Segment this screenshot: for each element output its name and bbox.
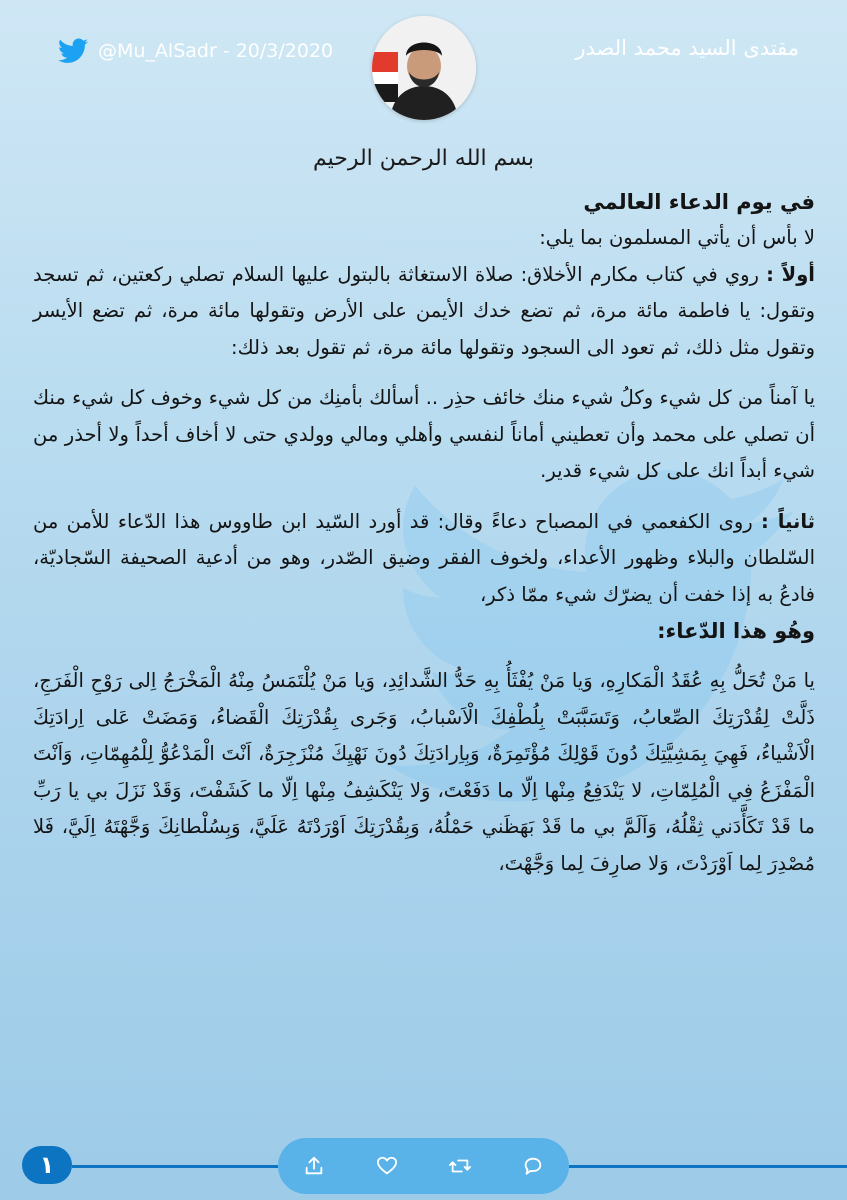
basmala: بسم الله الرحمن الرحيم <box>312 146 535 171</box>
footer-line-left <box>72 1165 278 1168</box>
tweet-action-bar <box>278 1138 569 1194</box>
avatar <box>372 16 476 120</box>
footer-line-right <box>569 1165 847 1168</box>
author-name[interactable]: مقتدى السيد محمد الصدر <box>575 36 799 60</box>
twitter-bird-icon <box>58 38 88 64</box>
avatar-portrait-icon <box>372 16 476 120</box>
first-paragraph <box>33 257 815 367</box>
page-number-badge: ١ <box>22 1146 72 1184</box>
first-text: روي في كتاب مكارم الأخلاق: صلاة الاستغاثة بالبتول عليها السلام تصلي ركعتين، ثم تسجد وتقول: يا فاطمة مائة مرة، ثم تضع خدك الأيمن على الأرض وتقولها مائة مرة، ثم تضع الأيسر وتقول مثل ذلك، ثم تعود الى السجود وتقولها مائة مرة، ثم تقول بعد ذلك: <box>33 262 815 359</box>
first-label: أولاً : <box>766 262 815 286</box>
second-label: ثانياً : <box>761 509 816 533</box>
heart-icon[interactable] <box>374 1153 400 1179</box>
share-icon[interactable] <box>301 1153 327 1179</box>
second-text: روى الكفعمي في المصباح دعاءً وقال: قد أورد السّيد ابن طاووس هذا الدّعاء للأمن من السّلطان والبلاء وظهور الأعداء، ولخوف الفقر وضيق الصّدر، وهو من أدعية الصحيفة السّجاديّة، فادعُ به إذا خفت أن يضرّك شيء ممّا ذكر، <box>33 509 815 606</box>
handle-group <box>58 36 333 66</box>
title: في يوم الدعاء العالمي <box>583 190 815 214</box>
first-prayer: يا آمناً من كل شيء وكلُ شيء منك خائف حذِر .. أسألك بأمنِك من كل شيء وخوف كل شيء منك أن تصلي على محمد وأن تعطيني أماناً لنفسي وأهلي ومالي وولدي حتى لا أخاف أحداً ولا أحذر من شيء أبداً انك على كل شيء قدير. <box>33 386 815 482</box>
retweet-icon[interactable] <box>447 1153 473 1179</box>
second-paragraph <box>33 504 815 614</box>
twitter-handle[interactable]: @Mu_AlSadr - 20/3/2020 <box>98 40 334 62</box>
tweet-body <box>33 184 815 882</box>
tweet-header <box>0 0 847 140</box>
reply-icon[interactable] <box>520 1153 546 1179</box>
prayer-heading: وهُو هذا الدّعاء: <box>657 619 815 643</box>
intro-line: لا بأس أن يأتي المسلمون بما يلي: <box>539 226 815 249</box>
prayer-text: يا مَنْ تُحَلُّ بِهِ عُقَدُ الْمَكارِهِ، وَيا مَنْ يُفْثَأُ بِهِ حَدُّ الشَّدائِدِ، وَيا مَنْ يُلْتَمَسُ مِنْهُ الْمَخْرَجُ اِلى رَوْحِ الْفَرَجِ، ذَلَّتْ لِقُدْرَتِكَ الصِّعابُ، وَتَسَبَّبَتْ بِلُطْفِكَ الْاَسْبابُ، وَجَرى بِقُدْرَتِكَ الْقَضاءُ، وَمَضَتْ عَلى اِرادَتِكَ الْاَشْياءُ، فَهِيَ بِمَشِيَّتِكَ دُونَ قَوْلِكَ مُؤْتَمِرَةٌ، وَبِاِرادَتِكَ دُونَ نَهْيِكَ مُنْزَجِرَةٌ، اَنْتَ الْمَدْعُوُّ لِلْمُهِمّاتِ، وَاَنْتَ الْمَفْزَعُ فِي الْمُلِمّاتِ، لا يَنْدَفِعُ مِنْها اِلّا ما دَفَعْتَ، وَلا يَنْكَشِفُ مِنْها اِلّا ما كَشَفْتَ، وَقَدْ نَزَلَ بي يا رَبِّ ما قَدْ تَكَأَّدَني ثِقْلُهُ، وَاَلَمَّ بي ما قَدْ بَهَظَني حَمْلُهُ، وَبِقُدْرَتِكَ اَوْرَدْتَهُ عَلَيَّ، وَبِسُلْطانِكَ وَجَّهْتَهُ اِلَيَّ، فَلا مُصْدِرَ لِما اَوْرَدْتَ، وَلا صارِفَ لِما وَجَّهْتَ، <box>33 669 815 875</box>
